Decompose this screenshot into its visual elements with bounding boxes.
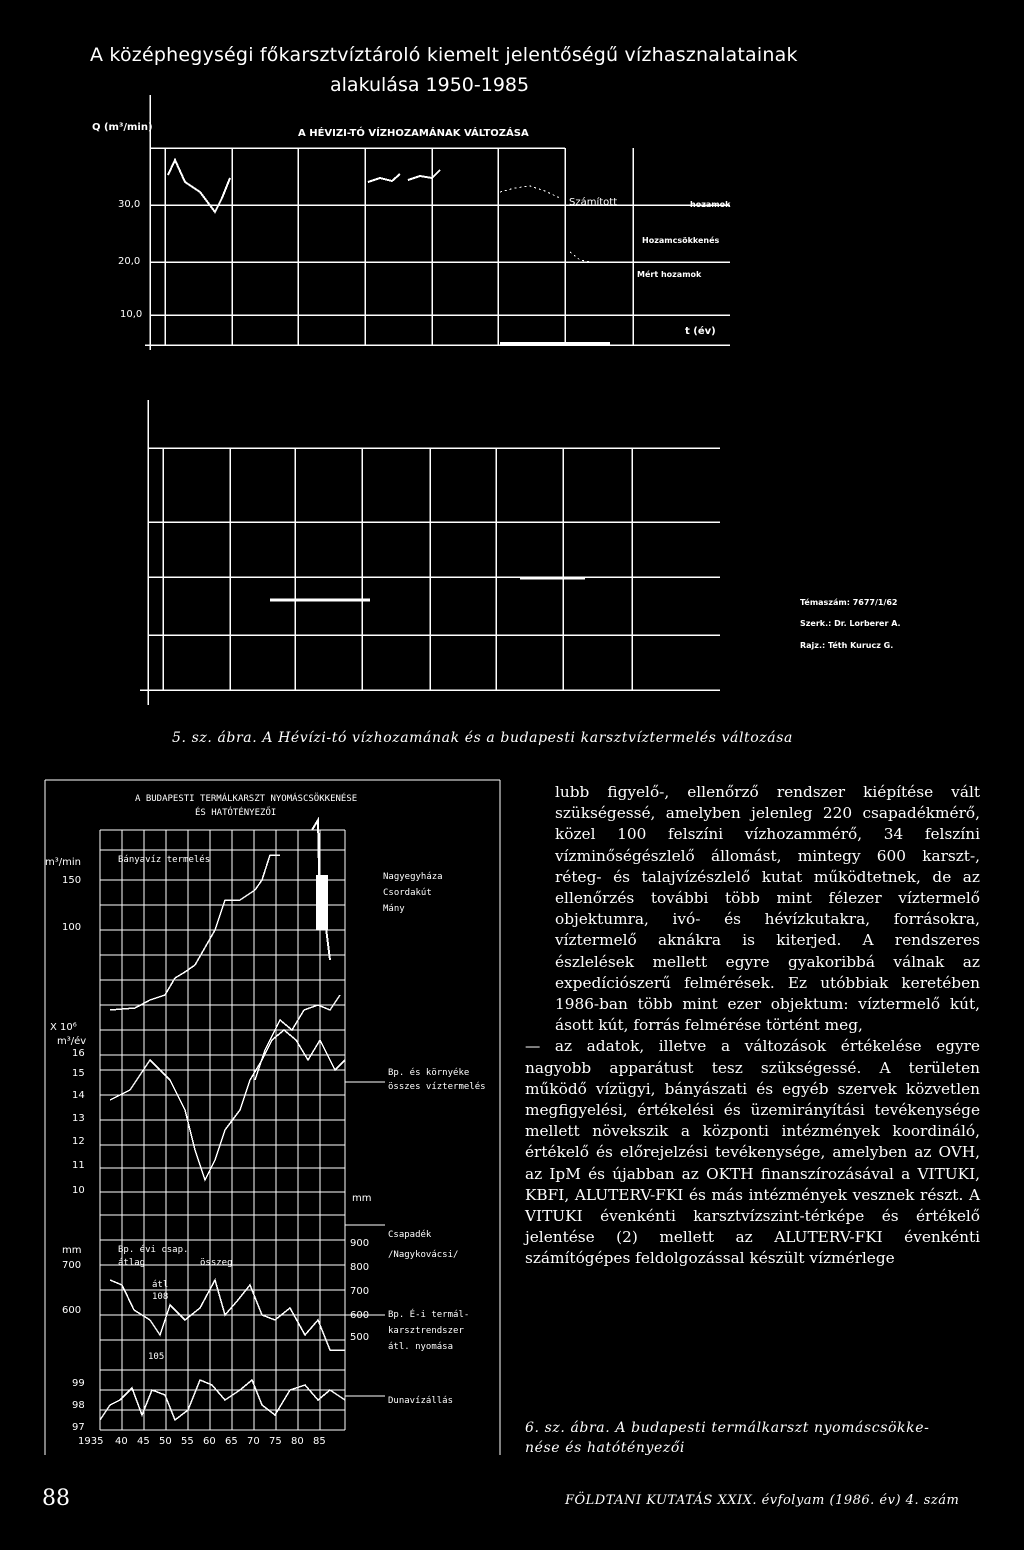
figure6-inner-banyavi: Bányavíz termelés xyxy=(118,855,211,865)
figure6-inner-val-105: 105 xyxy=(148,1352,165,1362)
figure6-xtick-1935: 1935 xyxy=(78,1436,104,1447)
figure6-xtick-65: 65 xyxy=(225,1436,238,1447)
figure6-title: A BUDAPESTI TERMÁLKARSZT NYOMÁSCSÖKKENÉSE xyxy=(135,794,358,804)
figure6-xtick-80: 80 xyxy=(291,1436,304,1447)
figure5-label-mert-hozamok: Mért hozamok xyxy=(637,270,702,279)
figure6-ytick-150: 150 xyxy=(62,875,82,886)
figure5-credit-szerk: Szerk.: Dr. Lorberer A. xyxy=(800,619,901,628)
figure6-rtick-700: 700 xyxy=(350,1286,370,1297)
figure6-legend-karsztrendszer: karsztrendszer xyxy=(388,1326,464,1336)
figure6-ylabel-mid: X 10⁶ xyxy=(50,1022,77,1033)
figure6-legend-csordakut: Csordakút xyxy=(383,888,432,898)
figure6-legend-bp-termal: Bp. É-i termál- xyxy=(388,1310,470,1320)
figure5-chart xyxy=(0,0,1024,720)
figure6-xtick-75: 75 xyxy=(269,1436,282,1447)
figure6-ytick-97: 97 xyxy=(72,1422,85,1433)
figure6-ytick-11: 11 xyxy=(72,1160,85,1171)
figure6-xtick-85: 85 xyxy=(313,1436,326,1447)
figure6-ylabel-top: m³/min xyxy=(45,857,81,868)
figure5-label-t-ev: t (év) xyxy=(685,326,716,337)
figure6-inner-osszeg: összeg xyxy=(200,1258,233,1268)
figure6-ytick-15: 15 xyxy=(72,1068,85,1079)
figure6-legend-bp-kornyeke: Bp. és környéke xyxy=(388,1068,470,1078)
figure5-ytick-20: 20,0 xyxy=(118,256,141,267)
figure6-ytick-13: 13 xyxy=(72,1113,85,1124)
figure6-ytick-12: 12 xyxy=(72,1136,85,1147)
figure5-ytick-10: 10,0 xyxy=(120,309,143,320)
figure6-rtick-900: 900 xyxy=(350,1238,370,1249)
figure6-legend-dunavizallas: Dunavízállás xyxy=(388,1396,454,1406)
body-paragraph-1: lubb figyelő-, ellenőrző rendszer kiépítése vált szükségessé, amelyben jelenleg 220 csapadékmérő, közel 100 felszíni vízhozammérő, 34 felszíni vízminőségészlelő állomást, mintegy 600 karszt-, réteg- és talajvízészlelő kutat működtetnek, de az ellenőrzés további több mint félezer víztermelő objektumra, ivó- és hévízkutakra, forrásokra, víztermelő aknákra is kiterjed. A rendszeres észlelések mellett egyre gyakoribbá válnak az expedíciószerű felmérések. Ez utóbbiak keretében 1986-ban több mint ezer objektum: víztermelő kút, ásott kút, forrás felmérése történt meg, xyxy=(555,783,980,1035)
page-number: 88 xyxy=(42,1486,70,1511)
figure5-ytick-30: 30,0 xyxy=(118,199,141,210)
figure6-caption-line1: 6. sz. ábra. A budapesti termálkarszt nyomáscsökke- xyxy=(525,1420,930,1436)
figure6-xtick-45: 45 xyxy=(137,1436,150,1447)
figure6-ytick-98: 98 xyxy=(72,1400,85,1411)
figure5-subtitle: A HÉVIZI-TÓ VÍZHOZAMÁNAK VÁLTOZÁSA xyxy=(298,128,529,139)
figure6-ytick-10: 10 xyxy=(72,1185,85,1196)
figure5-title: A középhegységi főkarsztvíztároló kiemelt jelentőségű vízhasznalatainak xyxy=(90,44,798,66)
figure6-legend-atl-nyomasa: átl. nyomása xyxy=(388,1342,454,1352)
figure6-ytick-99: 99 xyxy=(72,1378,85,1389)
figure6-rtick-500: 500 xyxy=(350,1332,370,1343)
figure6-title-line2: ÉS HATÓTÉNYEZŐI xyxy=(195,808,277,818)
figure6-inner-atl: átl xyxy=(152,1280,169,1290)
figure6-ylabel-mm: mm xyxy=(62,1245,82,1256)
figure6-xtick-70: 70 xyxy=(247,1436,260,1447)
figure5-credit-rajz: Rajz.: Téth Kurucz G. xyxy=(800,641,894,650)
body-paragraph-2: — az adatok, illetve a változások értékelése egyre nagyobb apparátust tesz szükségessé. A területen működő vízügyi, bányászati és egyéb szervek közvetlen megfigyelési, értékelési és üzemirányítási tevékenysége mellett növekszik a központi intézmények koordináló, értékelő és előrejelzési tevékenysége, amelyben az OVH, az IpM és újabban az OKTH finanszírozásával a VITUKI, KBFI, ALUTERV-FKI és más intézmények vesznek részt. A VITUKI évenkénti karsztvízszint-térképe és értékelő jelentése (2) mellett az ALUTERV-FKI évenkénti számítógépes feldolgozással készült vízmérlege xyxy=(525,1037,980,1268)
journal-footer: FÖLDTANI KUTATÁS XXIX. évfolyam (1986. év) 4. szám xyxy=(565,1493,960,1508)
figure6-xtick-60: 60 xyxy=(203,1436,216,1447)
figure6-ytick-700: 700 xyxy=(62,1260,82,1271)
figure6-ylabel-mid2: m³/év xyxy=(57,1036,87,1047)
figure6-inner-val-108: 108 xyxy=(152,1292,169,1302)
figure6-legend-osszes: összes víztermelés xyxy=(388,1082,486,1092)
figure5-title-line2: alakulása 1950-1985 xyxy=(330,74,530,96)
figure6-xtick-50: 50 xyxy=(159,1436,172,1447)
figure5-credit-temaszam: Témaszám: 7677/1/62 xyxy=(800,598,898,607)
figure5-caption: 5. sz. ábra. A Hévízi-tó vízhozamának és a budapesti karsztvíztermelés változása xyxy=(172,730,793,746)
figure6-inner-bp-evi-csap: Bp. évi csap. xyxy=(118,1245,189,1255)
figure5-label-szamitott: Számított xyxy=(569,197,618,208)
figure6-ytick-600: 600 xyxy=(62,1305,82,1316)
body-text xyxy=(525,782,980,1270)
figure6-legend-nagykovacsi: /Nagykovácsi/ xyxy=(388,1250,459,1260)
figure5-ylabel: Q (m³/min) xyxy=(92,122,153,133)
figure6-ytick-100: 100 xyxy=(62,922,82,933)
figure6-xtick-40: 40 xyxy=(115,1436,128,1447)
figure6-legend-nagyegyhaza: Nagyegyháza xyxy=(383,872,443,882)
figure6-legend-many: Mány xyxy=(383,904,405,914)
figure6-inner-atlag: átlag xyxy=(118,1258,146,1268)
figure6-rtick-800: 800 xyxy=(350,1262,370,1273)
figure6-ytick-14: 14 xyxy=(72,1090,85,1101)
figure6-rtick-600: 600 xyxy=(350,1310,370,1321)
figure6-xtick-55: 55 xyxy=(181,1436,194,1447)
figure6-caption-line2: nése és hatótényezői xyxy=(525,1440,685,1456)
figure6-ytick-16: 16 xyxy=(72,1048,85,1059)
figure5-label-hozamok: hozamok xyxy=(690,200,731,209)
figure6-right-mm-label: mm xyxy=(352,1193,372,1204)
figure5-label-hozamcsokkenes: Hozamcsökkenés xyxy=(642,236,720,245)
figure6-legend-csapadek: Csapadék xyxy=(388,1230,432,1240)
